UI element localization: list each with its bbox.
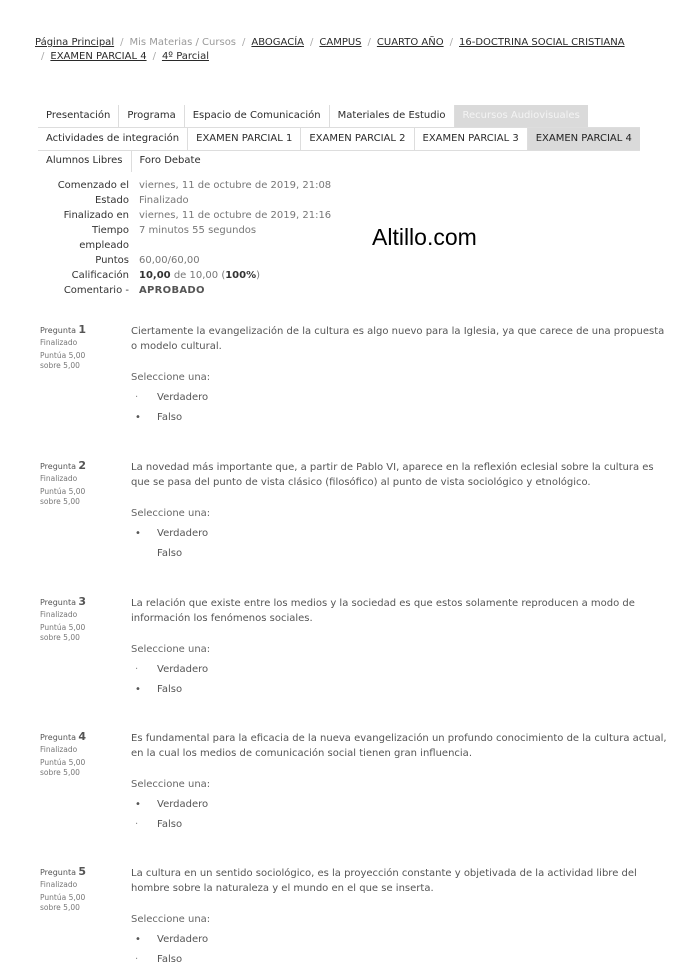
question-prompt: Seleccione una:: [131, 914, 211, 925]
attempt-summary: [40, 178, 360, 298]
option-verdadero[interactable]: [131, 797, 671, 812]
radio-checked-icon[interactable]: •: [135, 528, 141, 539]
breadcrumb-examen-link[interactable]: EXAMEN PARCIAL 4: [50, 51, 147, 62]
tab-row-2: [38, 127, 640, 151]
breadcrumb-separator: /: [242, 37, 246, 48]
question-info: [40, 731, 120, 778]
breadcrumb: [35, 36, 675, 64]
question-text: La novedad más importante que, a partir de Pablo VI, aparece en la reflexión eclesial sobre la cultura es que se pasa del punto de vista clásico (filosófico) al punto de vista sociológico y etnológico.: [131, 462, 654, 488]
breadcrumb-mis-materias: Mis Materias / Cursos: [129, 37, 237, 48]
question-state: Finalizado: [40, 880, 78, 889]
summary-value: 7 minutos 55 segundos: [139, 225, 257, 236]
option-verdadero[interactable]: [131, 390, 671, 405]
breadcrumb-home-link[interactable]: Página Principal: [35, 37, 115, 48]
radio-unchecked-icon[interactable]: ·: [135, 664, 139, 675]
summary-value: [139, 268, 260, 283]
breadcrumb-campus-link[interactable]: CAMPUS: [319, 37, 362, 48]
question-grade-puntua: Puntúa 5,00: [40, 623, 86, 632]
tab-row-3: [38, 150, 209, 172]
option-label: Falso: [157, 412, 183, 423]
tab-foro-debate[interactable]: Foro Debate: [139, 155, 201, 166]
breadcrumb-separator: /: [152, 51, 156, 62]
question-prompt: Seleccione una:: [131, 372, 211, 383]
breadcrumb-parcial-link[interactable]: 4º Parcial: [161, 51, 209, 62]
question-body: [131, 596, 671, 697]
question-body: [131, 460, 671, 561]
tab-examen-parcial-3[interactable]: EXAMEN PARCIAL 3: [415, 128, 528, 150]
summary-label-tiempo: Tiempo: [92, 225, 129, 236]
tab-examen-parcial-2[interactable]: EXAMEN PARCIAL 2: [301, 128, 414, 150]
question-text: Es fundamental para la eficacia de la nueva evangelización un profundo conocimiento de la cultura actual, en la cual los medios de comunicación social tienen gran influencia.: [131, 733, 667, 759]
question-grade-puntua: Puntúa 5,00: [40, 351, 86, 360]
summary-row-calificacion: [40, 268, 360, 283]
summary-value: APROBADO: [139, 285, 205, 296]
option-verdadero[interactable]: [131, 662, 671, 677]
question-number: 4: [78, 730, 87, 743]
grade-score: 10,00: [139, 270, 171, 281]
question-label: Pregunta: [40, 326, 76, 335]
question-prompt: Seleccione una:: [131, 644, 211, 655]
summary-label: Comenzado el: [57, 180, 129, 191]
tab-programa[interactable]: Programa: [119, 105, 184, 127]
question-info: [40, 324, 120, 371]
question-grade-sobre: sobre 5,00: [40, 633, 80, 642]
option-verdadero[interactable]: [131, 526, 671, 541]
question-info: [40, 866, 120, 913]
option-label: Falso: [157, 548, 183, 559]
question-grade-puntua: Puntúa 5,00: [40, 758, 86, 767]
radio-checked-icon[interactable]: •: [135, 412, 141, 423]
question-number: 1: [78, 323, 87, 336]
summary-value: Finalizado: [139, 195, 189, 206]
question-grade-sobre: sobre 5,00: [40, 903, 80, 912]
question-label: Pregunta: [40, 462, 76, 471]
question-grade-sobre: sobre 5,00: [40, 497, 80, 506]
radio-checked-icon[interactable]: •: [135, 934, 141, 945]
summary-value: viernes, 11 de octubre de 2019, 21:16: [139, 210, 332, 221]
question-text: Ciertamente la evangelización de la cultura es algo nuevo para la Iglesia, ya que carece de una propuesta o modelo cultural.: [131, 326, 665, 352]
option-falso[interactable]: [131, 952, 671, 967]
question-state: Finalizado: [40, 610, 78, 619]
question-grade: [40, 351, 120, 371]
radio-unchecked-icon[interactable]: ·: [135, 819, 139, 830]
radio-checked-icon[interactable]: •: [135, 684, 141, 695]
question-grade-sobre: sobre 5,00: [40, 768, 80, 777]
question-text: La cultura en un sentido sociológico, es la proyección constante y objetivada de la actividad libre del hombre sobre la naturaleza y el mundo en el que se inserta.: [131, 868, 637, 894]
question-grade-puntua: Puntúa 5,00: [40, 893, 86, 902]
breadcrumb-separator: /: [310, 37, 314, 48]
summary-row-tiempo: [40, 223, 360, 253]
breadcrumb-anio-link[interactable]: CUARTO AÑO: [376, 37, 444, 48]
question-label: Pregunta: [40, 733, 76, 742]
breadcrumb-abogacia-link[interactable]: ABOGACÍA: [251, 37, 304, 48]
summary-row-puntos: [40, 253, 360, 268]
summary-label: Comentario -: [63, 285, 129, 296]
option-label: Verdadero: [157, 799, 209, 810]
tab-presentacion[interactable]: Presentación: [38, 105, 119, 127]
tab-examen-parcial-1[interactable]: EXAMEN PARCIAL 1: [188, 128, 301, 150]
summary-row-comenzado: [40, 178, 360, 193]
tab-row-1: [38, 105, 588, 127]
question-grade: [40, 623, 120, 643]
grade-percent: 100%: [225, 270, 257, 281]
summary-label: Finalizado en: [63, 210, 129, 221]
tab-recursos-audiovisuales: Recursos Audiovisuales: [455, 105, 588, 127]
summary-label: Puntos: [95, 255, 129, 266]
question-grade: [40, 487, 120, 507]
breadcrumb-separator: /: [367, 37, 371, 48]
summary-label: [40, 223, 129, 253]
option-label: Verdadero: [157, 392, 209, 403]
summary-label: Estado: [94, 195, 129, 206]
tab-examen-parcial-4[interactable]: EXAMEN PARCIAL 4: [528, 128, 640, 150]
option-label: Verdadero: [157, 528, 209, 539]
question-body: [131, 866, 671, 967]
grade-out-of: de 10,00 (: [173, 270, 226, 281]
option-falso[interactable]: [131, 546, 671, 561]
breadcrumb-materia-link[interactable]: 16-DOCTRINA SOCIAL CRISTIANA: [459, 37, 625, 48]
question-number: 3: [78, 595, 87, 608]
tab-espacio-comunicacion[interactable]: Espacio de Comunicación: [185, 105, 330, 127]
option-label: Verdadero: [157, 934, 209, 945]
question-label: Pregunta: [40, 868, 76, 877]
summary-label-empleado: empleado: [79, 240, 129, 251]
summary-row-estado: [40, 193, 360, 208]
option-falso[interactable]: [131, 682, 671, 697]
question-number: 5: [78, 865, 87, 878]
summary-label: Calificación: [71, 270, 129, 281]
question-state: Finalizado: [40, 745, 78, 754]
summary-value: viernes, 11 de octubre de 2019, 21:08: [139, 180, 332, 191]
breadcrumb-separator: /: [449, 37, 453, 48]
summary-value: 60,00/60,00: [139, 255, 200, 266]
question-label: Pregunta: [40, 598, 76, 607]
option-verdadero[interactable]: [131, 932, 671, 947]
question-text: La relación que existe entre los medios y la sociedad es que estos solamente reproducen a modo de información los fenómenos sociales.: [131, 598, 635, 624]
tab-alumnos-libres[interactable]: Alumnos Libres: [38, 150, 132, 172]
question-state: Finalizado: [40, 338, 78, 347]
radio-unchecked-icon[interactable]: ·: [135, 392, 139, 403]
question-prompt: Seleccione una:: [131, 779, 211, 790]
option-falso[interactable]: [131, 817, 671, 832]
question-prompt: Seleccione una:: [131, 508, 211, 519]
watermark: Altillo.com: [372, 224, 477, 250]
question-number: 2: [78, 459, 87, 472]
option-falso[interactable]: [131, 410, 671, 425]
question-grade-puntua: Puntúa 5,00: [40, 487, 86, 496]
radio-unchecked-icon[interactable]: ·: [135, 954, 139, 965]
breadcrumb-separator: /: [120, 37, 124, 48]
question-info: [40, 596, 120, 643]
option-label: Falso: [157, 954, 183, 965]
tab-actividades-integracion[interactable]: Actividades de integración: [38, 128, 188, 150]
summary-row-comentario: [40, 283, 360, 298]
option-label: Falso: [157, 684, 183, 695]
question-info: [40, 460, 120, 507]
option-label: Falso: [157, 819, 183, 830]
question-body: [131, 731, 671, 832]
question-body: [131, 324, 671, 425]
question-state: Finalizado: [40, 474, 78, 483]
radio-checked-icon[interactable]: •: [135, 799, 141, 810]
question-grade: [40, 758, 120, 778]
grade-close: ): [256, 270, 261, 281]
question-grade: [40, 893, 120, 913]
summary-row-finalizado: [40, 208, 360, 223]
breadcrumb-separator: /: [41, 51, 45, 62]
tab-materiales-estudio[interactable]: Materiales de Estudio: [330, 105, 455, 127]
question-grade-sobre: sobre 5,00: [40, 361, 80, 370]
option-label: Verdadero: [157, 664, 209, 675]
